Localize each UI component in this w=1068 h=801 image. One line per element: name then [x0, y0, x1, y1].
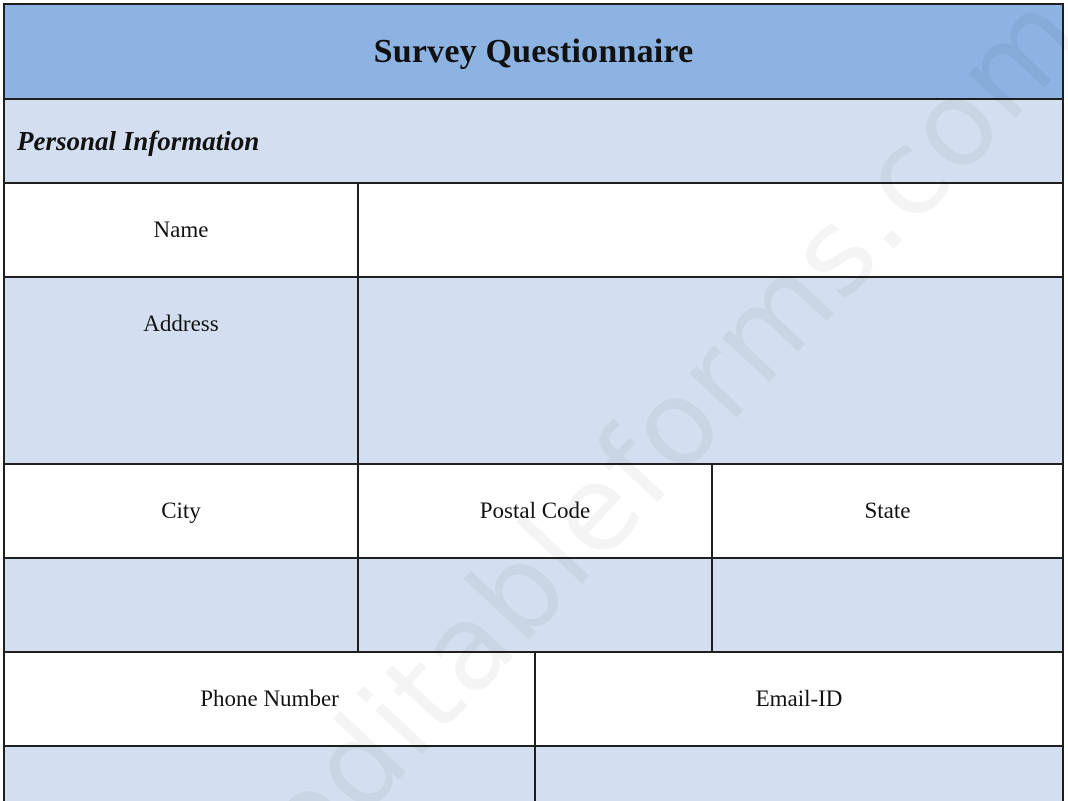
name-input-cell[interactable]: [359, 184, 1062, 276]
email-input-cell[interactable]: [536, 747, 1062, 801]
city-state-input-row: [5, 559, 1062, 651]
city-label: City: [5, 465, 359, 557]
section-header: [5, 100, 1062, 182]
city-input-cell[interactable]: [5, 559, 359, 651]
name-row: [5, 184, 1062, 276]
state-input-cell[interactable]: [713, 559, 1062, 651]
address-input-cell[interactable]: [359, 278, 1062, 463]
survey-form: [3, 3, 1064, 801]
section-title: Personal Information: [17, 125, 260, 156]
contact-label-row: [5, 653, 1062, 745]
name-label: Name: [5, 184, 359, 276]
postal-code-label: Postal Code: [359, 465, 713, 557]
phone-label: Phone Number: [5, 653, 536, 745]
address-label: Address: [5, 278, 359, 463]
postal-code-input-cell[interactable]: [359, 559, 713, 651]
email-label: Email-ID: [755, 686, 843, 711]
city-state-label-row: [5, 465, 1062, 557]
address-row: [5, 278, 1062, 463]
state-label: State: [864, 498, 911, 523]
form-title: Survey Questionnaire: [373, 32, 694, 70]
contact-input-row: [5, 747, 1062, 801]
phone-input-cell[interactable]: [5, 747, 536, 801]
form-header: [5, 5, 1062, 98]
